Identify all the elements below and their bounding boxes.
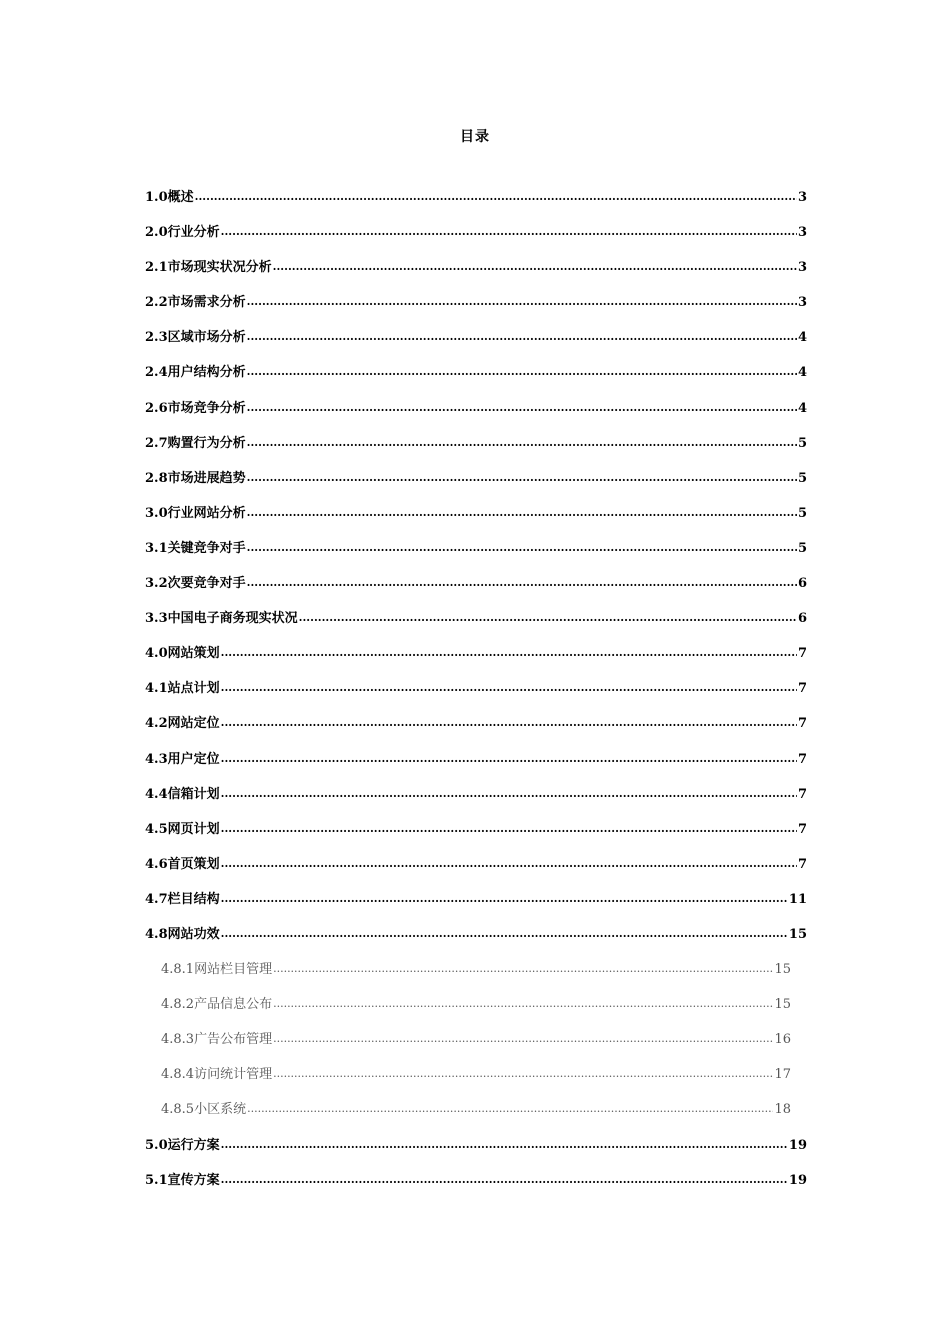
toc-entry-page-number: 3 (797, 190, 807, 205)
toc-entry-page-number: 7 (797, 751, 807, 767)
toc-entry-page-number: 3 (797, 295, 807, 311)
toc-dot-leader (273, 995, 773, 1008)
toc-dot-leader (221, 820, 797, 833)
toc-entry-page-number: 7 (797, 821, 807, 837)
toc-entry-page-number: 15 (774, 962, 791, 978)
toc-entry[interactable] (145, 572, 807, 607)
toc-entry-label: 2.0行业分析 (145, 225, 220, 241)
toc-entry-label: 4.6首页策划 (145, 856, 220, 872)
toc-entry-label: 2.6市场竞争分析 (145, 400, 246, 416)
toc-entry[interactable] (145, 1169, 807, 1204)
toc-dot-leader (247, 328, 797, 341)
toc-dot-leader (247, 574, 797, 587)
toc-entry-page-number: 7 (797, 856, 807, 872)
toc-title: 目录 (460, 129, 490, 145)
toc-entry-label: 4.8.5小区系统 (161, 1102, 247, 1118)
toc-entry[interactable] (145, 502, 807, 537)
toc-entry-label: 2.3区域市场分析 (145, 330, 246, 346)
toc-dot-leader (273, 258, 797, 271)
toc-entry-page-number: 19 (788, 1137, 807, 1153)
toc-entry[interactable] (145, 818, 807, 853)
toc-entry[interactable] (145, 361, 807, 396)
toc-entry-label: 4.4信箱计划 (145, 786, 220, 802)
toc-dot-leader (221, 644, 797, 657)
toc-entry-page-number: 15 (788, 926, 807, 942)
toc-entry-label: 4.8.1网站栏目管理 (161, 962, 273, 978)
toc-entry-page-number: 19 (788, 1172, 807, 1188)
toc-entry-page-number: 3 (797, 225, 807, 241)
toc-entry-label: 4.0网站策划 (145, 646, 220, 662)
toc-entry[interactable] (145, 677, 807, 712)
toc-entry-label: 4.8.2产品信息公布 (161, 997, 273, 1013)
toc-entry[interactable] (145, 291, 807, 326)
toc-dot-leader (221, 750, 797, 763)
toc-entry-label: 4.8.3广告公布管理 (161, 1032, 273, 1048)
toc-entry-label: 2.7购置行为分析 (145, 435, 246, 451)
toc-entry-label: 2.1市场现实状况分析 (145, 260, 272, 276)
toc-entry-page-number: 7 (797, 786, 807, 802)
toc-entry[interactable] (145, 923, 807, 958)
toc-entry-label: 4.7栏目结构 (145, 891, 220, 907)
toc-entry[interactable] (145, 1028, 791, 1063)
toc-entry[interactable] (145, 1098, 791, 1133)
toc-entry-page-number: 7 (797, 681, 807, 697)
toc-entry-label: 4.2网站定位 (145, 716, 220, 732)
toc-entry-page-number: 7 (797, 716, 807, 732)
toc-entry-label: 2.4用户结构分析 (145, 365, 246, 381)
toc-entry-page-number: 4 (797, 365, 807, 381)
toc-dot-leader (247, 363, 797, 376)
toc-entry[interactable] (145, 958, 791, 993)
toc-entry-page-number: 3 (797, 260, 807, 276)
toc-entry[interactable] (145, 537, 807, 572)
toc-entry-page-number: 18 (774, 1102, 791, 1118)
toc-entry-page-number: 7 (797, 646, 807, 662)
toc-entry-label: 3.2次要竞争对手 (145, 576, 246, 592)
toc-entry-label: 3.0行业网站分析 (145, 505, 246, 521)
toc-entry[interactable] (145, 432, 807, 467)
toc-entry[interactable] (145, 712, 807, 747)
toc-entry-page-number: 6 (797, 611, 807, 627)
toc-entry[interactable] (145, 1063, 791, 1098)
toc-entry-page-number: 5 (797, 470, 807, 486)
toc-dot-leader (247, 539, 797, 552)
toc-entry[interactable] (145, 748, 807, 783)
toc-dot-leader (221, 855, 797, 868)
toc-dot-leader (247, 399, 797, 412)
toc-entry-label: 3.1关键竞争对手 (145, 540, 246, 556)
toc-dot-leader (195, 188, 797, 201)
toc-dot-leader (221, 785, 797, 798)
toc-entry-label: 2.2市场需求分析 (145, 295, 246, 311)
toc-entry-label: 4.3用户定位 (145, 751, 220, 767)
toc-entry-page-number: 6 (797, 576, 807, 592)
toc-entry-label: 4.1站点计划 (145, 681, 220, 697)
toc-entry-page-number: 5 (797, 540, 807, 556)
toc-list (145, 186, 807, 1204)
toc-entry-page-number: 4 (797, 330, 807, 346)
toc-dot-leader (299, 609, 797, 622)
toc-entry-label: 4.8.4访问统计管理 (161, 1067, 273, 1083)
toc-entry-label: 4.5网页计划 (145, 821, 220, 837)
toc-dot-leader (221, 679, 797, 692)
toc-dot-leader (221, 1171, 788, 1184)
toc-entry[interactable] (145, 888, 807, 923)
toc-dot-leader (221, 890, 788, 903)
toc-entry[interactable] (145, 326, 807, 361)
toc-dot-leader (247, 1100, 773, 1113)
toc-entry-page-number: 5 (797, 435, 807, 451)
toc-dot-leader (273, 1030, 773, 1043)
toc-entry[interactable] (145, 607, 807, 642)
toc-entry[interactable] (145, 256, 807, 291)
toc-entry[interactable] (145, 993, 791, 1028)
toc-dot-leader (247, 434, 797, 447)
toc-dot-leader (221, 714, 797, 727)
toc-entry-label: 4.8网站功效 (145, 926, 220, 942)
toc-entry-page-number: 17 (774, 1067, 791, 1083)
toc-entry-label: 5.1宣传方案 (145, 1172, 220, 1188)
toc-entry-label: 2.8市场进展趋势 (145, 470, 246, 486)
toc-entry-page-number: 15 (774, 997, 791, 1013)
toc-entry-page-number: 5 (797, 505, 807, 521)
toc-dot-leader (221, 223, 797, 236)
toc-entry-label: 3.3中国电子商务现实状况 (145, 611, 298, 627)
toc-entry[interactable] (145, 1134, 807, 1169)
toc-entry-label: 5.0运行方案 (145, 1137, 220, 1153)
toc-dot-leader (273, 1065, 773, 1078)
toc-entry-page-number: 4 (797, 400, 807, 416)
toc-dot-leader (247, 469, 797, 482)
toc-entry[interactable] (145, 853, 807, 888)
toc-dot-leader (247, 293, 797, 306)
toc-entry[interactable] (145, 467, 807, 502)
toc-dot-leader (273, 960, 773, 973)
toc-dot-leader (221, 925, 788, 938)
toc-entry[interactable] (145, 221, 807, 256)
toc-dot-leader (247, 504, 797, 517)
toc-entry-page-number: 11 (788, 891, 807, 907)
toc-entry-label: 1.0概述 (145, 190, 194, 205)
toc-entry[interactable] (145, 783, 807, 818)
toc-entry[interactable] (145, 642, 807, 677)
toc-entry[interactable] (145, 397, 807, 432)
toc-entry[interactable] (145, 186, 807, 221)
toc-entry-page-number: 16 (774, 1032, 791, 1048)
toc-dot-leader (221, 1136, 788, 1149)
